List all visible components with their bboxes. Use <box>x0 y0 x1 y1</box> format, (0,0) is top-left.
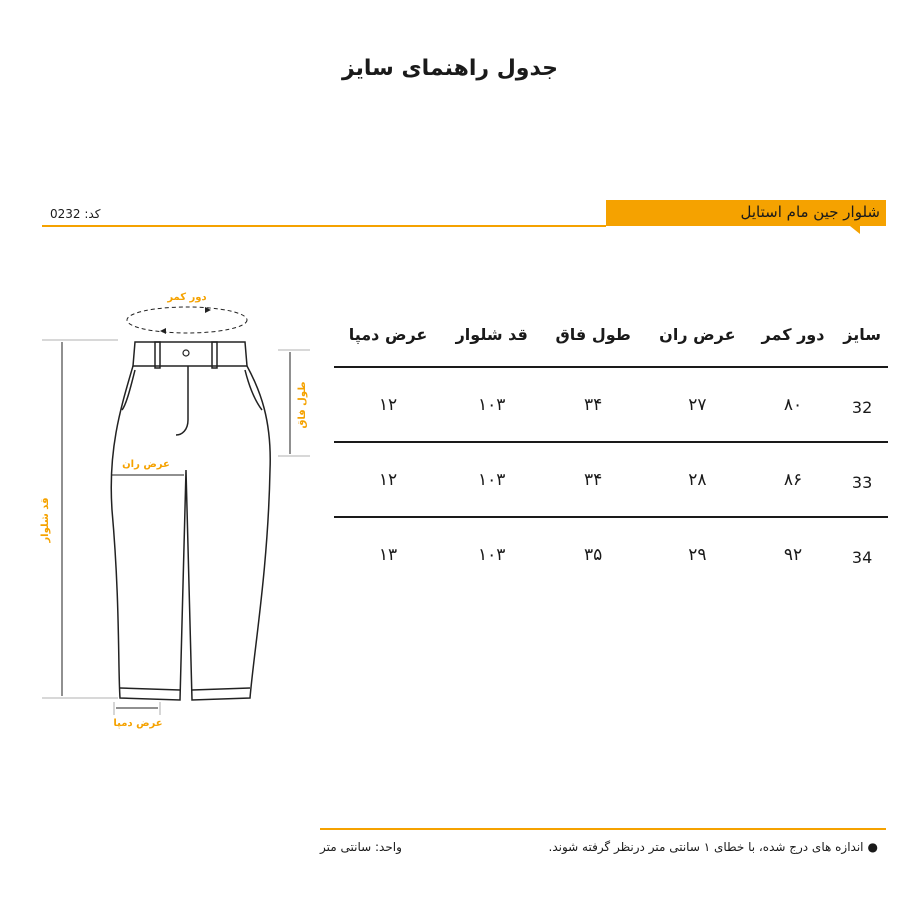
cell-waist: ۹۲ <box>783 544 803 565</box>
unit-label: واحد: سانتی متر <box>320 840 402 854</box>
cell-hem: ۱۲ <box>334 442 442 517</box>
cell-length: ۱۰۳ <box>442 367 541 442</box>
header-thigh: عرض ران <box>645 302 750 367</box>
header-divider <box>42 225 606 227</box>
cell-length: ۱۰۳ <box>478 544 506 565</box>
rise-label: طول فاق <box>297 381 308 429</box>
cell-size: 32 <box>836 367 888 442</box>
table-row <box>334 442 888 517</box>
header-rise: طول فاق <box>541 302 645 367</box>
cell-rise: ۳۵ <box>584 544 603 565</box>
cell-hem: ۱۳ <box>378 544 398 565</box>
header-waist: دور کمر <box>750 302 836 367</box>
tolerance-note-text: اندازه های درج شده، با خطای ۱ سانتی متر درنظر گرفته شوند. <box>548 840 864 854</box>
product-name: شلوار جین مام استایل <box>740 203 880 221</box>
cell-rise: ۳۴ <box>541 367 645 442</box>
length-label: قد شلوار <box>40 497 51 543</box>
waist-ellipse <box>127 307 247 333</box>
cell-thigh: ۲۸ <box>645 442 750 517</box>
cell-length: ۱۰۳ <box>442 442 541 517</box>
footer-divider <box>320 828 886 830</box>
cell-waist: ۸۰ <box>750 367 836 442</box>
bullet-icon: ● <box>867 840 878 854</box>
cell-thigh: ۲۹ <box>688 544 707 565</box>
header-length: قد شلوار <box>442 302 541 367</box>
size-table <box>334 302 888 591</box>
thigh-label: عرض ران <box>122 459 170 470</box>
cell-waist: ۸۶ <box>750 442 836 517</box>
tolerance-note <box>549 840 879 854</box>
button <box>183 350 189 356</box>
product-code <box>50 207 100 221</box>
hem-label: عرض دمپا <box>113 718 163 729</box>
product-code-value: 0232 <box>50 207 81 221</box>
header-size: سایز <box>836 302 888 367</box>
table-row <box>334 517 888 591</box>
cell-size: 34 <box>851 548 873 567</box>
waist-label: دور کمر <box>167 292 207 303</box>
table-header-row <box>334 302 888 367</box>
header-hem: عرض دمپا <box>334 302 442 367</box>
pants-outline <box>111 342 270 700</box>
table-row <box>334 367 888 442</box>
product-header-tab <box>850 226 860 234</box>
cell-rise: ۳۴ <box>541 442 645 517</box>
cell-size: 33 <box>836 442 888 517</box>
cell-thigh: ۲۷ <box>645 367 750 442</box>
waist-arrow-left <box>160 328 166 334</box>
pants-diagram <box>0 270 330 750</box>
cell-hem: ۱۲ <box>334 367 442 442</box>
product-code-label: کد: <box>84 207 101 221</box>
page-title: جدول راهنمای سایز <box>341 56 559 81</box>
